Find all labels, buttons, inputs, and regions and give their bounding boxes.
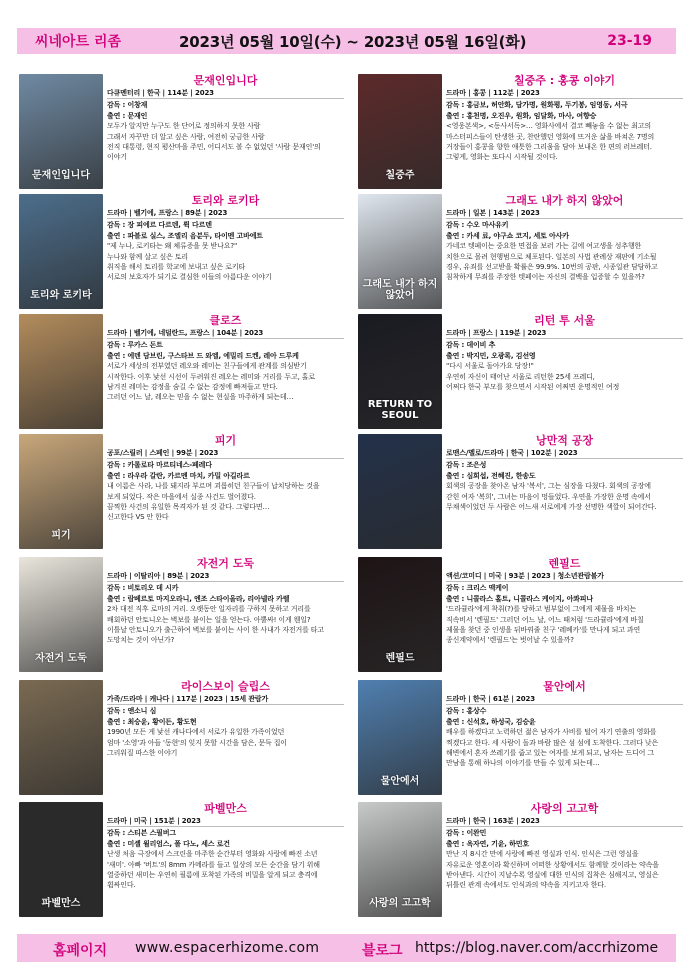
film-cast: 출연 : 람베르토 마지오라니, 엔조 스타이올라, 리아넬라 카렐 xyxy=(107,594,290,603)
film-synopsis xyxy=(446,727,683,769)
film-info xyxy=(446,802,683,891)
film-synopsis xyxy=(446,604,683,646)
film-poster xyxy=(358,680,442,795)
film-poster xyxy=(358,194,442,309)
film-info xyxy=(107,194,344,283)
synopsis-line: 뒤틀린 관계 속에서도 인식과의 약속을 지키고자 한다. xyxy=(446,881,606,890)
brand-name: 씨네아트 리좀 xyxy=(35,34,122,50)
synopsis-line: 무채색이었던 두 사람은 어느새 서로에게 가장 선명한 색깔이 되어간다. xyxy=(446,503,657,512)
film-meta: 공포/스릴러 | 스페인 | 99분 | 2023 xyxy=(107,448,344,459)
film-meta: 다큐멘터리 | 한국 | 114분 | 2023 xyxy=(107,88,344,99)
film-director: 감독 : 홍상수 xyxy=(446,707,487,716)
film-info xyxy=(107,314,344,403)
film-cast: 출연 : 미셸 윌리엄스, 폴 다노, 세스 로건 xyxy=(107,839,230,848)
synopsis-line: 서로의 보호자가 되기로 결심한 이들의 아름다운 이야기 xyxy=(107,273,272,282)
schedule-period: 2023년 05월 10일(수) ~ 2023년 05월 16일(화) xyxy=(179,32,527,51)
poster-title-text: 문재인입니다 xyxy=(32,170,90,181)
synopsis-line: 찍겠다고 한다. 세 사람이 돌과 바람 많은 섬 섬에 도착한다. 그러다 낮은 xyxy=(446,738,659,747)
film-synopsis xyxy=(107,121,344,163)
film-poster xyxy=(19,434,103,549)
film-director: 감독 : 홍금보, 허안화, 담가명, 원화평, 두기봉, 임영동, 서극 xyxy=(446,101,628,110)
synopsis-line: 열중하던 새미는 우연히 필름에 포착된 가족의 비밀을 알게 되고 충격에 xyxy=(107,871,318,880)
film-poster xyxy=(19,680,103,795)
homepage-label: 홈페이지 xyxy=(53,943,108,959)
poster-title-text: 물안에서 xyxy=(380,776,420,787)
synopsis-line: 회색의 공장을 찾아온 남자 '복서', 그는 심장을 다쳤다. 회색의 공장에 xyxy=(446,482,651,491)
poster-title-text: 그래도 내가 하지 않았어 xyxy=(362,279,438,301)
synopsis-line: 마스터피스들이 탄생한 곳, 찬란했던 영화에 뜨거운 삶을 바쳐온 7명의 xyxy=(446,132,655,141)
poster-title-text: 피기 xyxy=(51,530,71,541)
synopsis-line: 난생 처음 극장에서 스크린을 마주한 순간부터 영화와 사랑에 빠진 소년 xyxy=(107,850,318,859)
synopsis-line: 누나와 함께 살고 싶은 토리 xyxy=(107,252,189,261)
synopsis-line: 이야기 xyxy=(107,153,127,162)
film-info xyxy=(446,557,683,646)
film-meta: 드라마 | 한국 | 61분 | 2023 xyxy=(446,694,683,705)
film-cast: 출연 : 카세 료, 야구쇼 코지, 세토 아사카 xyxy=(446,231,569,240)
synopsis-line: 해변에서 혼자 쓰레기를 줍고 있는 여자를 보게 되고, 남자는 드디어 그 xyxy=(446,749,654,758)
synopsis-line: 거장들이 홍콩을 향한 애틋한 그리움을 담아 보내온 한 편의 러브레터. xyxy=(446,143,652,152)
film-director: 감독 : 수오 마사유키 xyxy=(446,221,509,230)
film-poster xyxy=(358,314,442,429)
synopsis-line: <영웅본색>, <동사서독>… 영화사에서 결코 빼놓을 수 없는 최고의 xyxy=(446,122,651,131)
film-title: 라이스보이 슬립스 xyxy=(181,680,270,693)
synopsis-line: 제물을 찾던 중 인생을 뒤바꿔줄 친구 '레베카'를 만나게 되고 과연 xyxy=(446,626,641,635)
synopsis-line: 남겨진 레미는 감정을 숨길 수 없는 감정에 빠져들고 만다. xyxy=(107,383,278,392)
synopsis-line: 그리워질 따스한 이야기 xyxy=(107,749,178,758)
film-poster xyxy=(358,434,442,549)
film-synopsis xyxy=(446,361,683,392)
film-synopsis xyxy=(107,241,344,283)
footer-bar xyxy=(17,934,676,962)
film-synopsis xyxy=(446,481,683,512)
film-synopsis xyxy=(107,849,344,891)
film-director: 감독 : 앤소니 심 xyxy=(107,707,157,716)
synopsis-line: 받아낸다. 시간이 지날수록 영실에 대한 인식의 집착은 심해지고, 영실은 xyxy=(446,871,659,880)
film-cast: 출연 : 옥자연, 기윤, 하민호 xyxy=(446,839,529,848)
film-info xyxy=(107,802,344,891)
synopsis-line: 자유로운 영혼이라 확신하며 어떠한 상황에서도 함께할 것이라는 약속을 xyxy=(446,860,659,869)
film-poster xyxy=(19,557,103,672)
synopsis-line: 신고한다 VS 안 한다 xyxy=(107,513,169,522)
synopsis-line: '새미'. 아빠 '버트'의 8mm 카메라를 들고 일상의 모든 순간을 담기 위해 xyxy=(107,860,320,869)
synopsis-line: 직속비서 '렌필드' 그러던 어느 날, 어느 때처럼 '드라큘라'에게 바칠 xyxy=(446,615,644,624)
film-cast: 출연 : 문재인 xyxy=(107,111,148,120)
film-director: 감독 : 조은성 xyxy=(446,461,487,470)
film-title: 클로즈 xyxy=(209,314,242,327)
synopsis-line: 침착하게 무죄를 주장한 텟페이는 자신의 결백을 입증할 수 있을까? xyxy=(446,273,645,282)
film-meta: 로맨스/멜로/드라마 | 한국 | 102분 | 2023 xyxy=(446,448,683,459)
synopsis-line: 이틀날 안토니오가 출근하여 벽보를 붙이는 사이 한 사내가 자전거를 타고 xyxy=(107,626,325,635)
poster-title-text: RETURN TO SEOUL xyxy=(367,399,433,421)
film-title: 자전거 도둑 xyxy=(197,557,254,570)
film-meta: 드라마 | 한국 | 163분 | 2023 xyxy=(446,816,683,827)
film-title: 토리와 로키타 xyxy=(191,194,260,207)
synopsis-line: 종신계약에서 '렌필드'는 벗어날 수 있을까? xyxy=(446,636,574,645)
film-title: 물안에서 xyxy=(543,680,586,693)
film-title: 피기 xyxy=(214,434,237,447)
poster-title-text: 렌필드 xyxy=(385,653,415,664)
synopsis-line: 가네코 텟페이는 중요한 면접을 보러 가는 길에 여고생을 성추행한 xyxy=(446,242,642,251)
synopsis-line: "제 누나, 로키타는 왜 체류증을 못 받나요?" xyxy=(107,242,238,251)
homepage-link[interactable]: www.espacerhizome.com xyxy=(135,940,320,956)
poster-title-text: 칠중주 xyxy=(385,170,415,181)
film-poster xyxy=(358,557,442,672)
poster-title-text: 토리와 로키타 xyxy=(30,290,92,301)
film-cast: 출연 : 신석호, 하성국, 김승윤 xyxy=(446,717,536,726)
film-info xyxy=(446,680,683,769)
film-synopsis xyxy=(446,121,683,163)
poster-title-text: 사랑의 고고학 xyxy=(369,898,431,909)
film-director: 감독 : 크리스 맥케이 xyxy=(446,584,509,593)
synopsis-line: '드라큘라'에게 착취(?)를 당하고 범부없이 그에게 제물을 바치는 xyxy=(446,605,637,614)
film-title: 그래도 내가 하지 않았어 xyxy=(505,194,624,207)
film-poster xyxy=(358,74,442,189)
synopsis-line: 치한으로 몰려 현행범으로 체포된다. 일본의 사법 관례상 재판에 기소될 xyxy=(446,252,657,261)
film-info xyxy=(446,434,683,512)
film-meta: 드라마 | 미국 | 151분 | 2023 xyxy=(107,816,344,827)
synopsis-line: 모두가 알지만 누구도 한 단어로 정의하지 못한 사람 xyxy=(107,122,261,131)
film-info xyxy=(107,74,344,163)
film-poster xyxy=(358,802,442,917)
synopsis-line: 끔찍한 사건의 유일한 목격자가 된 것 같다. 그렇다면… xyxy=(107,503,270,512)
film-title: 낭만적 공장 xyxy=(536,434,593,447)
film-cast: 출연 : 니콜라스 홀트, 니콜라스 케이지, 아콰피나 xyxy=(446,594,594,603)
film-meta: 드라마 | 프랑스 | 119분 | 2023 xyxy=(446,328,683,339)
film-poster xyxy=(19,314,103,429)
film-meta: 드라마 | 홍콩 | 112분 | 2023 xyxy=(446,88,683,99)
film-cast: 출연 : 에덴 담브린, 구스타브 드 와엘, 에밀리 드켄, 레아 드루케 xyxy=(107,351,299,360)
film-meta: 드라마 | 이탈리아 | 89분 | 2023 xyxy=(107,571,344,582)
film-cast: 출연 : 홍천명, 오진우, 원화, 임달화, 마사, 여향승 xyxy=(446,111,597,120)
synopsis-line: 도망치는 것이 아닌가? xyxy=(107,636,175,645)
synopsis-line: 엄마 '소영'과 아들 '동현'의 잊지 못할 시간을 담은, 문득 집이 xyxy=(107,738,287,747)
film-cast: 출연 : 심희섭, 전혜진, 한송도 xyxy=(446,471,536,480)
film-director: 감독 : 장 피에르 다르덴, 뤽 다르덴 xyxy=(107,221,212,230)
film-meta: 드라마 | 벨기에, 네덜란드, 프랑스 | 104분 | 2023 xyxy=(107,328,344,339)
film-info xyxy=(107,557,344,646)
film-synopsis xyxy=(446,241,683,283)
synopsis-line: 그렇게, 영화는 또다시 시작될 것이다. xyxy=(446,153,558,162)
film-director: 감독 : 스티븐 스필버그 xyxy=(107,829,177,838)
film-synopsis xyxy=(107,481,344,523)
film-title: 사랑의 고고학 xyxy=(530,802,599,815)
blog-label: 블로그 xyxy=(362,943,403,959)
synopsis-line: 만난 지 8시간 만에 사랑에 빠진 영실과 인식. 인식은 그런 영실을 xyxy=(446,850,639,859)
film-title: 문재인입니다 xyxy=(193,74,258,87)
film-title: 리턴 투 서울 xyxy=(534,314,595,327)
film-director: 감독 : 루카스 돈트 xyxy=(107,341,163,350)
film-info xyxy=(446,314,683,392)
synopsis-line: 그러던 어느 날, 레오는 믿을 수 없는 현실을 마주하게 되는데… xyxy=(107,393,294,402)
film-poster xyxy=(19,194,103,309)
film-director: 감독 : 이완민 xyxy=(446,829,487,838)
film-synopsis xyxy=(107,727,344,758)
film-title: 파벨만스 xyxy=(204,802,247,815)
film-director: 감독 : 비토리오 데 시카 xyxy=(107,584,179,593)
poster-title-text: 자전거 도둑 xyxy=(35,653,87,664)
synopsis-line: 배우를 하겠다고 노력하던 젊은 남자가 사비를 털어 자기 연출의 영화를 xyxy=(446,728,657,737)
film-cast: 출연 : 최승윤, 황이든, 황도현 xyxy=(107,717,197,726)
synopsis-line: "다시 서울로 돌아가요 당장!" xyxy=(446,362,534,371)
synopsis-line: 그래서 자꾸만 더 알고 싶은 사람, 여전히 궁금한 사람 xyxy=(107,132,265,141)
film-title: 렌필드 xyxy=(548,557,581,570)
synopsis-line: 1990년 모든 게 낯선 캐나다에서 서로가 유일한 가족이었던 xyxy=(107,728,285,737)
film-meta: 액션/코미디 | 미국 | 93분 | 2023 | 청소년관람불가 xyxy=(446,571,683,582)
poster-title-text: 파벨만스 xyxy=(41,898,81,909)
film-cast: 출연 : 라우라 갈란, 카르멘 마치, 카밀 아길라르 xyxy=(107,471,250,480)
header-bar xyxy=(17,28,676,54)
film-director: 감독 : 카롤로타 마르티네스-페레다 xyxy=(107,461,212,470)
synopsis-line: 2차 대전 직후 로마의 거리. 오랫동안 일자리를 구하지 못하고 거리를 xyxy=(107,605,311,614)
synopsis-line: 보게 되었다. 작은 마을에서 실종 사건도 벌어졌다. xyxy=(107,492,256,501)
synopsis-line: 시작한다. 이후 낯선 시선이 두려워진 레오는 레미와 거리를 두고, 홀로 xyxy=(107,372,315,381)
film-title: 칠중주 : 홍콩 이야기 xyxy=(514,74,615,87)
film-synopsis xyxy=(107,604,344,646)
film-meta: 드라마 | 벨기에, 프랑스 | 89분 | 2023 xyxy=(107,208,344,219)
film-poster xyxy=(19,802,103,917)
film-cast: 출연 : 파블로 실스, 조엘리 음분두, 타이멘 고바에트 xyxy=(107,231,263,240)
synopsis-line: 내 이름은 사라, 나를 돼지라 부르며 괴롭히던 친구들이 납치당하는 것을 xyxy=(107,482,320,491)
synopsis-line: 취직을 해서 토리를 학교에 보내고 싶은 로키타 xyxy=(107,263,246,272)
synopsis-line: 어쩌다 한국 부모를 찾으면서 시작된 어쩌면 운명적인 여정 xyxy=(446,383,620,392)
synopsis-line: 전직 대통령, 현직 평산마을 주민, 어디서도 볼 수 없었던 '사람 문재인'의 xyxy=(107,143,321,152)
film-synopsis xyxy=(446,849,683,891)
film-cast: 출연 : 박지민, 오광록, 김선영 xyxy=(446,351,536,360)
issue-number: 23-19 xyxy=(607,33,652,49)
film-info xyxy=(446,74,683,163)
synopsis-line: 만남을 통해 하나의 이야기를 만들 수 있게 되는데… xyxy=(446,759,600,768)
film-meta: 가족/드라마 | 캐나다 | 117분 | 2023 | 15세 관람가 xyxy=(107,694,344,705)
film-info xyxy=(107,680,344,758)
film-meta: 드라마 | 일본 | 143분 | 2023 xyxy=(446,208,683,219)
film-info xyxy=(446,194,683,283)
synopsis-line: 우연히 자신이 태어난 서울로 리턴한 25세 프레디, xyxy=(446,372,595,381)
synopsis-line: 서로가 세상의 전부였던 레오와 레미는 친구들에게 관계를 의심받기 xyxy=(107,362,307,371)
synopsis-line: 갇힌 여자 '복희', 그녀는 마음이 멍들었다. 우연을 가장한 운명 속에서 xyxy=(446,492,651,501)
film-synopsis xyxy=(107,361,344,403)
blog-link[interactable]: https://blog.naver.com/accrhizome xyxy=(415,940,659,956)
film-director: 감독 : 데이비 추 xyxy=(446,341,496,350)
film-info xyxy=(107,434,344,523)
synopsis-line: 경우, 유죄를 선고받을 확률은 99.9%. 10번의 공판, 시종일관 담담하고 xyxy=(446,263,658,272)
film-poster xyxy=(19,74,103,189)
synopsis-line: 휩싸인다. xyxy=(107,881,136,890)
synopsis-line: 배회하던 안토니오는 벽보를 붙이는 일을 얻는다. 아뿔싸! 이게 웬일? xyxy=(107,615,311,624)
film-director: 감독 : 이창재 xyxy=(107,101,148,110)
